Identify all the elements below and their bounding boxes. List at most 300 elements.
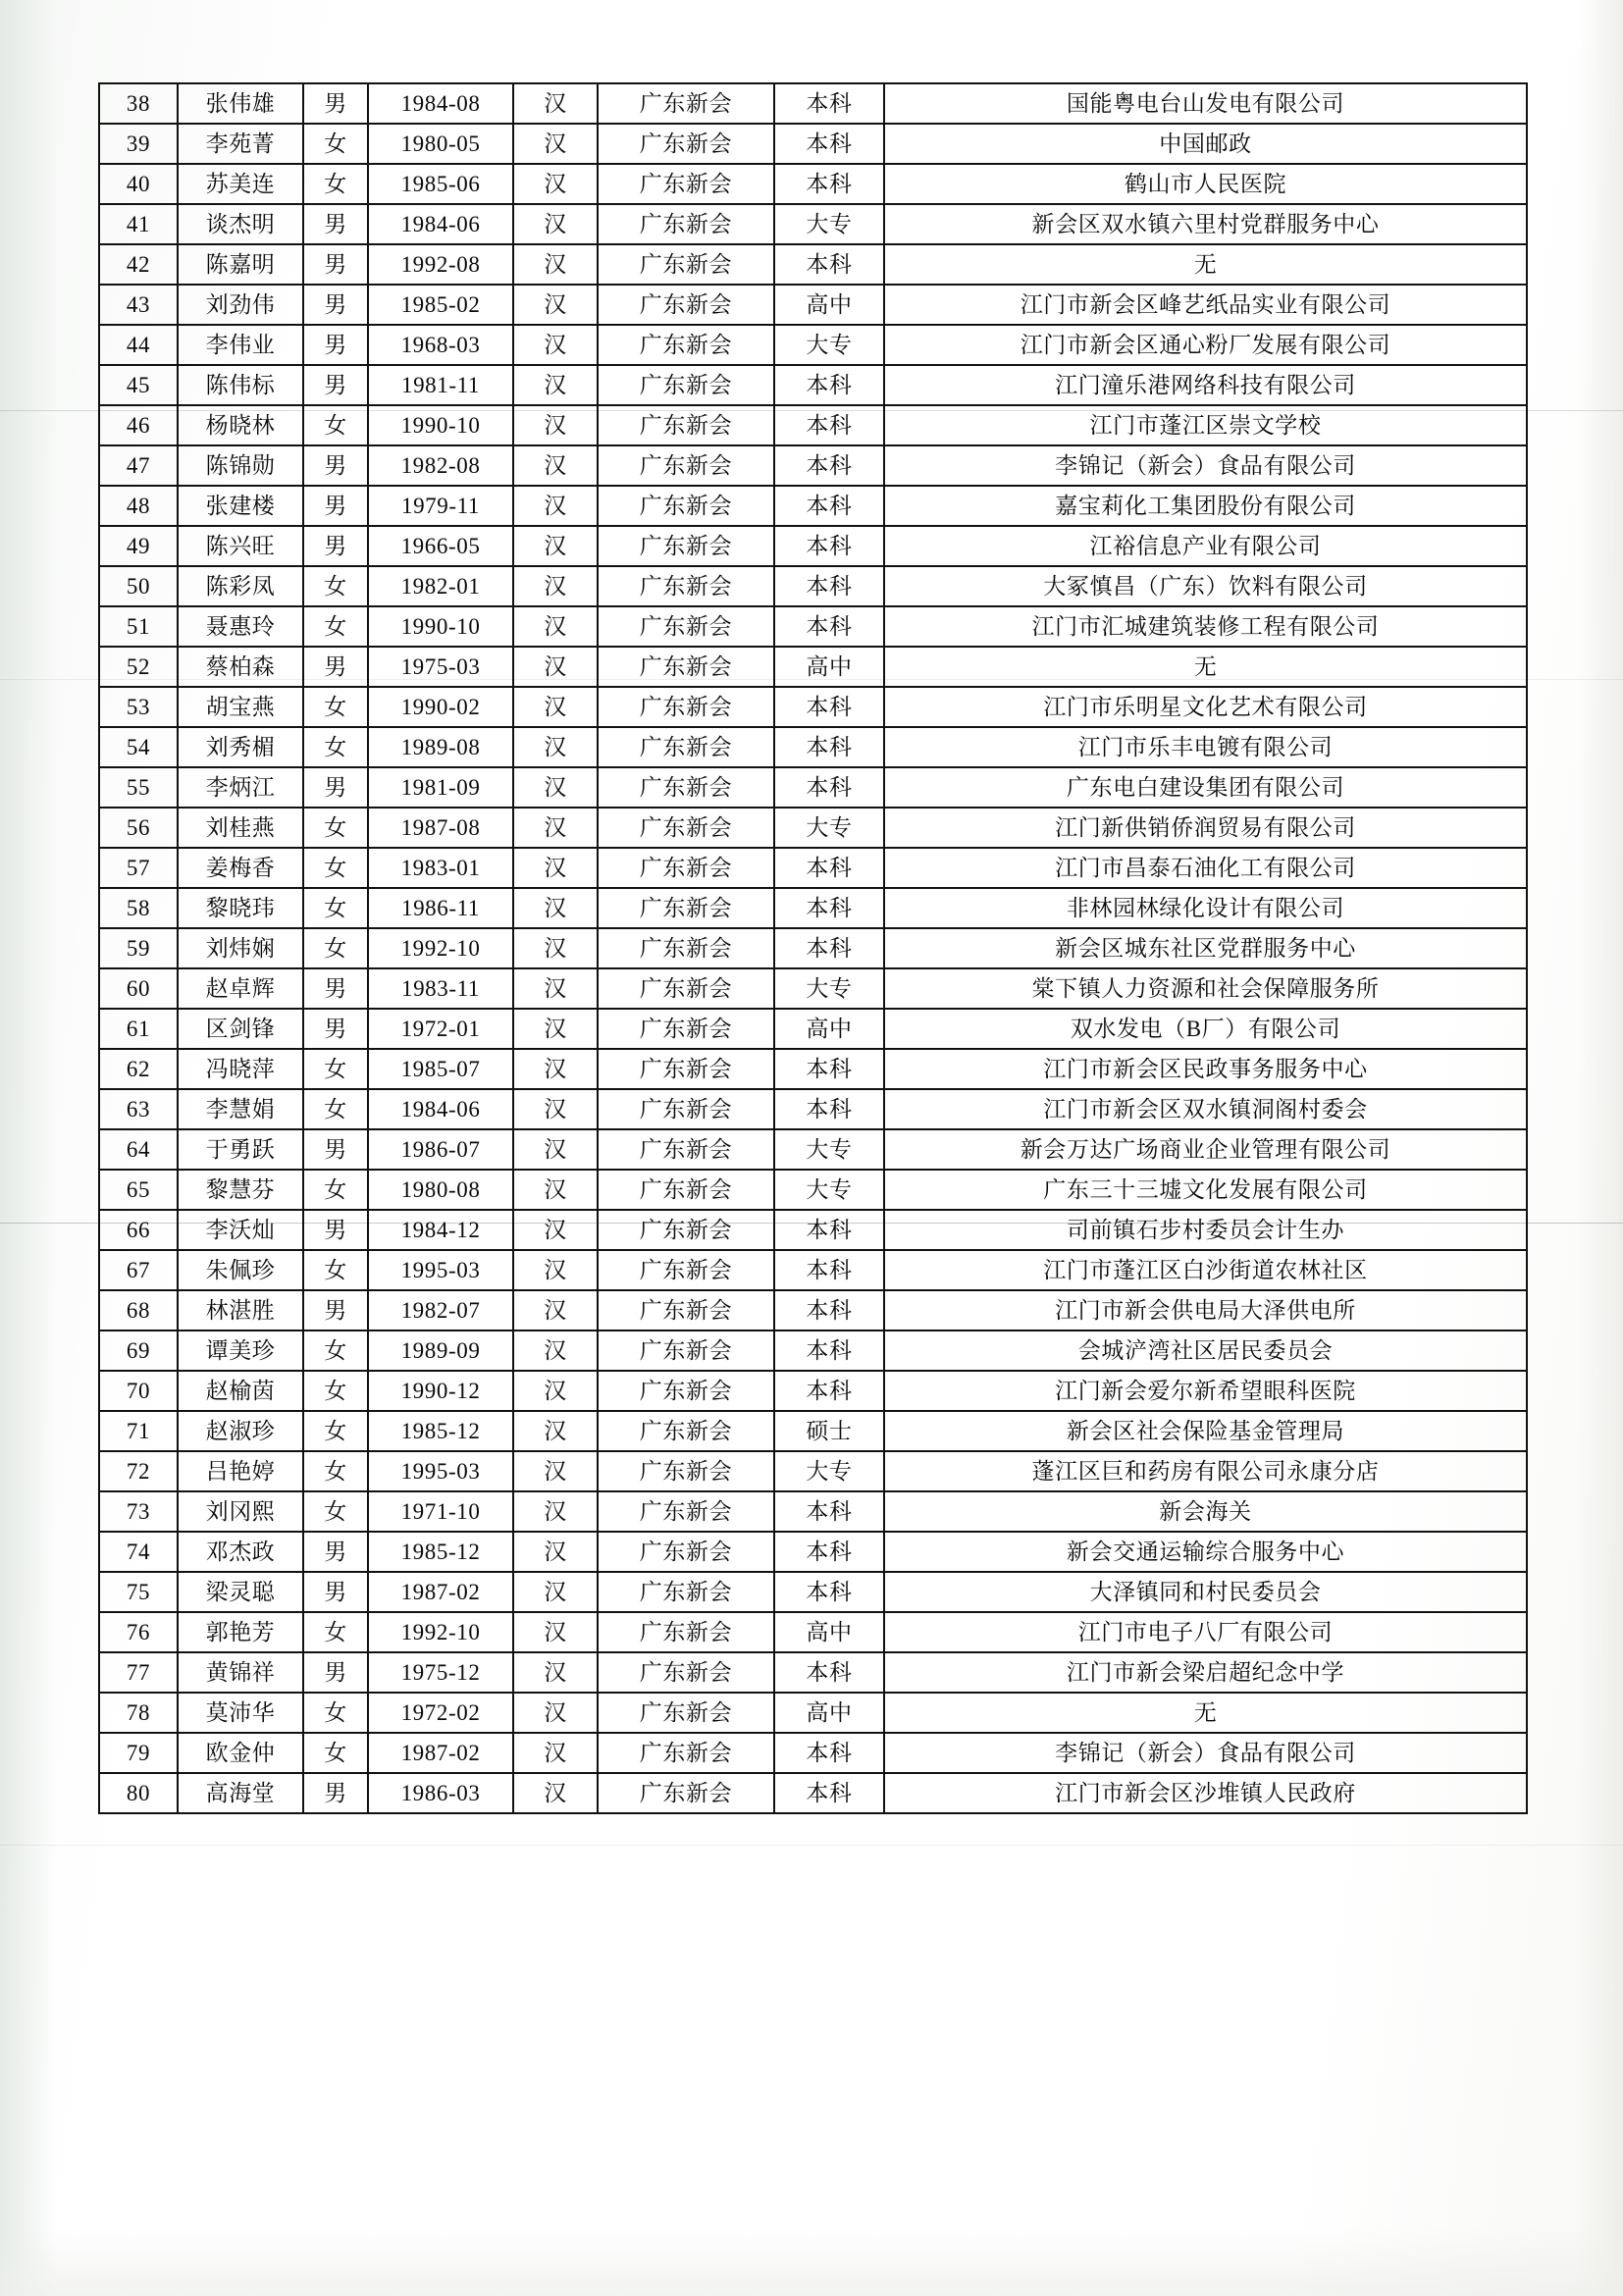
cell-ethnicity: 汉 [513,1049,598,1089]
cell-sex: 男 [303,647,368,687]
cell-ethnicity: 汉 [513,1371,598,1411]
cell-employer: 新会交通运输综合服务中心 [884,1532,1527,1572]
table-row [99,526,1527,566]
cell-native-place: 广东新会 [598,1652,774,1693]
cell-sex: 男 [303,526,368,566]
cell-birth-date: 1985-06 [368,164,513,204]
cell-ethnicity: 汉 [513,1089,598,1129]
table-row [99,83,1527,124]
table-row [99,365,1527,405]
cell-sex: 男 [303,1572,368,1612]
table-row [99,1733,1527,1773]
cell-education: 本科 [774,1250,884,1290]
cell-education: 本科 [774,83,884,124]
cell-employer: 江门市乐明星文化艺术有限公司 [884,687,1527,727]
cell-education: 本科 [774,727,884,767]
table-row [99,1572,1527,1612]
cell-name: 于勇跃 [178,1129,303,1170]
cell-sequence: 41 [99,204,178,244]
cell-native-place: 广东新会 [598,1250,774,1290]
cell-native-place: 广东新会 [598,1129,774,1170]
cell-ethnicity: 汉 [513,1612,598,1652]
cell-birth-date: 1968-03 [368,325,513,365]
cell-education: 本科 [774,888,884,928]
cell-education: 本科 [774,1331,884,1371]
cell-education: 本科 [774,928,884,968]
table-row [99,1693,1527,1733]
cell-native-place: 广东新会 [598,1733,774,1773]
cell-education: 本科 [774,566,884,606]
cell-name: 胡宝燕 [178,687,303,727]
cell-employer: 江门市新会区峰艺纸品实业有限公司 [884,285,1527,325]
cell-ethnicity: 汉 [513,1652,598,1693]
cell-employer: 江门市新会区双水镇洞阁村委会 [884,1089,1527,1129]
cell-sequence: 43 [99,285,178,325]
cell-sex: 男 [303,1773,368,1813]
cell-sex: 女 [303,1733,368,1773]
cell-ethnicity: 汉 [513,687,598,727]
cell-education: 高中 [774,1009,884,1049]
cell-birth-date: 1990-10 [368,606,513,647]
cell-sequence: 77 [99,1652,178,1693]
cell-birth-date: 1985-12 [368,1532,513,1572]
cell-ethnicity: 汉 [513,325,598,365]
cell-sex: 女 [303,1089,368,1129]
cell-name: 黎晓玮 [178,888,303,928]
cell-sex: 男 [303,325,368,365]
cell-employer: 江门市新会区沙堆镇人民政府 [884,1773,1527,1813]
cell-ethnicity: 汉 [513,566,598,606]
cell-name: 刘劲伟 [178,285,303,325]
cell-education: 本科 [774,486,884,526]
table-row [99,1331,1527,1371]
table-row [99,1532,1527,1572]
cell-birth-date: 1981-11 [368,365,513,405]
table-row [99,204,1527,244]
cell-birth-date: 1971-10 [368,1491,513,1532]
roster-table-container [98,82,1526,1814]
cell-name: 冯晓萍 [178,1049,303,1089]
cell-native-place: 广东新会 [598,1773,774,1813]
cell-education: 本科 [774,124,884,164]
cell-sequence: 58 [99,888,178,928]
cell-sequence: 70 [99,1371,178,1411]
cell-employer: 新会区双水镇六里村党群服务中心 [884,204,1527,244]
cell-sequence: 78 [99,1693,178,1733]
cell-birth-date: 1982-07 [368,1290,513,1331]
cell-native-place: 广东新会 [598,687,774,727]
cell-ethnicity: 汉 [513,486,598,526]
cell-sex: 女 [303,848,368,888]
cell-ethnicity: 汉 [513,928,598,968]
cell-sequence: 42 [99,244,178,285]
cell-sex: 女 [303,727,368,767]
cell-sequence: 60 [99,968,178,1009]
table-row [99,888,1527,928]
cell-birth-date: 1985-07 [368,1049,513,1089]
cell-native-place: 广东新会 [598,486,774,526]
cell-ethnicity: 汉 [513,1411,598,1451]
cell-name: 刘桂燕 [178,808,303,848]
cell-name: 黎慧芬 [178,1170,303,1210]
cell-ethnicity: 汉 [513,1250,598,1290]
cell-native-place: 广东新会 [598,1290,774,1331]
scan-right-edge-shadow [1578,0,1623,2296]
cell-education: 大专 [774,1170,884,1210]
cell-native-place: 广东新会 [598,1371,774,1411]
cell-name: 李沃灿 [178,1210,303,1250]
cell-ethnicity: 汉 [513,204,598,244]
cell-native-place: 广东新会 [598,1411,774,1451]
cell-birth-date: 1980-08 [368,1170,513,1210]
cell-birth-date: 1984-06 [368,1089,513,1129]
cell-education: 本科 [774,848,884,888]
cell-native-place: 广东新会 [598,1693,774,1733]
cell-sequence: 38 [99,83,178,124]
table-row [99,1411,1527,1451]
cell-sequence: 68 [99,1290,178,1331]
cell-sex: 女 [303,1371,368,1411]
cell-sequence: 64 [99,1129,178,1170]
cell-native-place: 广东新会 [598,405,774,445]
cell-birth-date: 1992-10 [368,928,513,968]
cell-name: 李慧娟 [178,1089,303,1129]
cell-birth-date: 1989-09 [368,1331,513,1371]
cell-employer: 江门新会爱尔新希望眼科医院 [884,1371,1527,1411]
cell-sex: 女 [303,1049,368,1089]
cell-birth-date: 1979-11 [368,486,513,526]
cell-education: 本科 [774,365,884,405]
cell-sex: 男 [303,1652,368,1693]
cell-sequence: 76 [99,1612,178,1652]
cell-sex: 女 [303,1331,368,1371]
table-row [99,124,1527,164]
cell-education: 本科 [774,1572,884,1612]
cell-ethnicity: 汉 [513,405,598,445]
cell-employer: 新会海关 [884,1491,1527,1532]
cell-name: 刘秀楣 [178,727,303,767]
table-row [99,1210,1527,1250]
cell-sequence: 62 [99,1049,178,1089]
cell-education: 本科 [774,687,884,727]
cell-name: 陈伟标 [178,365,303,405]
cell-employer: 无 [884,647,1527,687]
cell-sequence: 53 [99,687,178,727]
cell-name: 杨晓林 [178,405,303,445]
cell-birth-date: 1986-11 [368,888,513,928]
cell-sequence: 69 [99,1331,178,1371]
cell-ethnicity: 汉 [513,1009,598,1049]
cell-sequence: 51 [99,606,178,647]
cell-native-place: 广东新会 [598,244,774,285]
table-row [99,1009,1527,1049]
table-row [99,244,1527,285]
cell-employer: 江门市新会供电局大泽供电所 [884,1290,1527,1331]
cell-ethnicity: 汉 [513,285,598,325]
cell-education: 本科 [774,1491,884,1532]
cell-ethnicity: 汉 [513,1572,598,1612]
cell-education: 本科 [774,1290,884,1331]
scan-left-edge-shadow [0,0,57,2296]
cell-ethnicity: 汉 [513,1491,598,1532]
table-row [99,1773,1527,1813]
cell-employer: 新会万达广场商业企业管理有限公司 [884,1129,1527,1170]
cell-employer: 国能粤电台山发电有限公司 [884,83,1527,124]
cell-education: 本科 [774,1371,884,1411]
cell-education: 大专 [774,1129,884,1170]
cell-ethnicity: 汉 [513,1290,598,1331]
cell-sex: 女 [303,1170,368,1210]
cell-ethnicity: 汉 [513,365,598,405]
cell-birth-date: 1990-12 [368,1371,513,1411]
table-row [99,1451,1527,1491]
cell-native-place: 广东新会 [598,808,774,848]
cell-name: 陈兴旺 [178,526,303,566]
cell-birth-date: 1987-02 [368,1733,513,1773]
cell-sequence: 65 [99,1170,178,1210]
cell-sex: 女 [303,1451,368,1491]
cell-native-place: 广东新会 [598,968,774,1009]
scan-bottom-edge-shadow [0,2227,1623,2296]
cell-name: 李炳江 [178,767,303,808]
cell-education: 本科 [774,164,884,204]
cell-native-place: 广东新会 [598,606,774,647]
cell-birth-date: 1995-03 [368,1451,513,1491]
cell-ethnicity: 汉 [513,888,598,928]
cell-native-place: 广东新会 [598,204,774,244]
cell-ethnicity: 汉 [513,1532,598,1572]
cell-education: 高中 [774,1612,884,1652]
cell-education: 本科 [774,244,884,285]
cell-sequence: 50 [99,566,178,606]
cell-name: 区剑锋 [178,1009,303,1049]
cell-employer: 无 [884,244,1527,285]
table-row [99,808,1527,848]
cell-sex: 男 [303,365,368,405]
cell-name: 张建楼 [178,486,303,526]
cell-birth-date: 1987-02 [368,1572,513,1612]
cell-education: 大专 [774,325,884,365]
cell-employer: 江门市乐丰电镀有限公司 [884,727,1527,767]
cell-employer: 大泽镇同和村民委员会 [884,1572,1527,1612]
cell-ethnicity: 汉 [513,1129,598,1170]
cell-sequence: 72 [99,1451,178,1491]
cell-native-place: 广东新会 [598,1532,774,1572]
cell-native-place: 广东新会 [598,1451,774,1491]
cell-name: 陈彩凤 [178,566,303,606]
cell-sequence: 75 [99,1572,178,1612]
cell-name: 欧金仲 [178,1733,303,1773]
cell-birth-date: 1975-12 [368,1652,513,1693]
cell-name: 梁灵聪 [178,1572,303,1612]
cell-sequence: 56 [99,808,178,848]
cell-sequence: 44 [99,325,178,365]
cell-sequence: 63 [99,1089,178,1129]
cell-employer: 江裕信息产业有限公司 [884,526,1527,566]
cell-birth-date: 1982-08 [368,445,513,486]
cell-employer: 江门市电子八厂有限公司 [884,1612,1527,1652]
cell-employer: 蓬江区巨和药房有限公司永康分店 [884,1451,1527,1491]
cell-birth-date: 1972-02 [368,1693,513,1733]
cell-name: 刘炜娴 [178,928,303,968]
cell-employer: 李锦记（新会）食品有限公司 [884,445,1527,486]
cell-sequence: 66 [99,1210,178,1250]
cell-employer: 江门市昌泰石油化工有限公司 [884,848,1527,888]
cell-ethnicity: 汉 [513,244,598,285]
cell-employer: 江门市蓬江区崇文学校 [884,405,1527,445]
cell-employer: 江门潼乐港网络科技有限公司 [884,365,1527,405]
cell-sequence: 79 [99,1733,178,1773]
cell-sex: 男 [303,1290,368,1331]
cell-education: 大专 [774,968,884,1009]
cell-ethnicity: 汉 [513,445,598,486]
table-row [99,445,1527,486]
cell-sex: 女 [303,124,368,164]
table-row [99,1250,1527,1290]
cell-sex: 女 [303,606,368,647]
cell-education: 本科 [774,1773,884,1813]
cell-native-place: 广东新会 [598,1491,774,1532]
cell-sequence: 80 [99,1773,178,1813]
cell-native-place: 广东新会 [598,647,774,687]
cell-birth-date: 1985-12 [368,1411,513,1451]
cell-sequence: 55 [99,767,178,808]
cell-sequence: 54 [99,727,178,767]
cell-education: 本科 [774,1210,884,1250]
cell-name: 吕艳婷 [178,1451,303,1491]
cell-ethnicity: 汉 [513,526,598,566]
cell-birth-date: 1984-12 [368,1210,513,1250]
cell-native-place: 广东新会 [598,727,774,767]
cell-employer: 江门市新会区民政事务服务中心 [884,1049,1527,1089]
table-row [99,164,1527,204]
cell-name: 郭艳芳 [178,1612,303,1652]
cell-employer: 广东电白建设集团有限公司 [884,767,1527,808]
cell-sex: 女 [303,405,368,445]
cell-education: 本科 [774,445,884,486]
cell-sex: 女 [303,1250,368,1290]
cell-name: 姜梅香 [178,848,303,888]
cell-sequence: 57 [99,848,178,888]
cell-sequence: 48 [99,486,178,526]
cell-name: 李伟业 [178,325,303,365]
cell-name: 聂惠玲 [178,606,303,647]
cell-native-place: 广东新会 [598,767,774,808]
table-row [99,687,1527,727]
cell-employer: 李锦记（新会）食品有限公司 [884,1733,1527,1773]
cell-name: 刘冈熙 [178,1491,303,1532]
cell-name: 黄锦祥 [178,1652,303,1693]
cell-birth-date: 1972-01 [368,1009,513,1049]
cell-name: 李苑菁 [178,124,303,164]
cell-name: 朱佩珍 [178,1250,303,1290]
cell-native-place: 广东新会 [598,1170,774,1210]
cell-employer: 广东三十三墟文化发展有限公司 [884,1170,1527,1210]
cell-sequence: 59 [99,928,178,968]
table-row [99,486,1527,526]
table-row [99,928,1527,968]
cell-sex: 男 [303,204,368,244]
table-row [99,1170,1527,1210]
table-row [99,1612,1527,1652]
cell-education: 大专 [774,204,884,244]
cell-employer: 江门市新会区通心粉厂发展有限公司 [884,325,1527,365]
cell-name: 赵淑珍 [178,1411,303,1451]
cell-native-place: 广东新会 [598,164,774,204]
cell-ethnicity: 汉 [513,1210,598,1250]
cell-ethnicity: 汉 [513,1733,598,1773]
cell-native-place: 广东新会 [598,325,774,365]
cell-sequence: 67 [99,1250,178,1290]
cell-birth-date: 1992-10 [368,1612,513,1652]
cell-education: 本科 [774,1049,884,1089]
cell-birth-date: 1981-09 [368,767,513,808]
cell-name: 莫沛华 [178,1693,303,1733]
cell-native-place: 广东新会 [598,526,774,566]
cell-employer: 江门市新会梁启超纪念中学 [884,1652,1527,1693]
cell-sequence: 49 [99,526,178,566]
table-row [99,848,1527,888]
cell-name: 陈锦勋 [178,445,303,486]
cell-name: 谈杰明 [178,204,303,244]
cell-birth-date: 1990-02 [368,687,513,727]
cell-native-place: 广东新会 [598,1049,774,1089]
scan-fold-line [0,1845,1623,1846]
cell-employer: 江门新供销侨润贸易有限公司 [884,808,1527,848]
cell-native-place: 广东新会 [598,83,774,124]
table-row [99,1652,1527,1693]
table-row [99,566,1527,606]
cell-ethnicity: 汉 [513,647,598,687]
cell-birth-date: 1983-11 [368,968,513,1009]
cell-employer: 司前镇石步村委员会计生办 [884,1210,1527,1250]
cell-education: 本科 [774,767,884,808]
cell-education: 硕士 [774,1411,884,1451]
cell-birth-date: 1990-10 [368,405,513,445]
cell-ethnicity: 汉 [513,1773,598,1813]
cell-education: 本科 [774,1532,884,1572]
cell-employer: 中国邮政 [884,124,1527,164]
cell-native-place: 广东新会 [598,928,774,968]
cell-education: 高中 [774,285,884,325]
cell-ethnicity: 汉 [513,808,598,848]
cell-birth-date: 1983-01 [368,848,513,888]
cell-sequence: 47 [99,445,178,486]
cell-sequence: 74 [99,1532,178,1572]
cell-ethnicity: 汉 [513,727,598,767]
cell-birth-date: 1987-08 [368,808,513,848]
cell-sequence: 45 [99,365,178,405]
table-row [99,1371,1527,1411]
cell-ethnicity: 汉 [513,848,598,888]
cell-birth-date: 1986-03 [368,1773,513,1813]
cell-employer: 棠下镇人力资源和社会保障服务所 [884,968,1527,1009]
cell-sex: 女 [303,687,368,727]
cell-birth-date: 1989-08 [368,727,513,767]
cell-sex: 男 [303,1210,368,1250]
cell-native-place: 广东新会 [598,1572,774,1612]
cell-sex: 男 [303,486,368,526]
table-row [99,767,1527,808]
cell-native-place: 广东新会 [598,445,774,486]
cell-employer: 大冢慎昌（广东）饮料有限公司 [884,566,1527,606]
cell-ethnicity: 汉 [513,1170,598,1210]
cell-name: 赵卓辉 [178,968,303,1009]
cell-sequence: 71 [99,1411,178,1451]
cell-native-place: 广东新会 [598,1210,774,1250]
cell-birth-date: 1992-08 [368,244,513,285]
table-row [99,968,1527,1009]
